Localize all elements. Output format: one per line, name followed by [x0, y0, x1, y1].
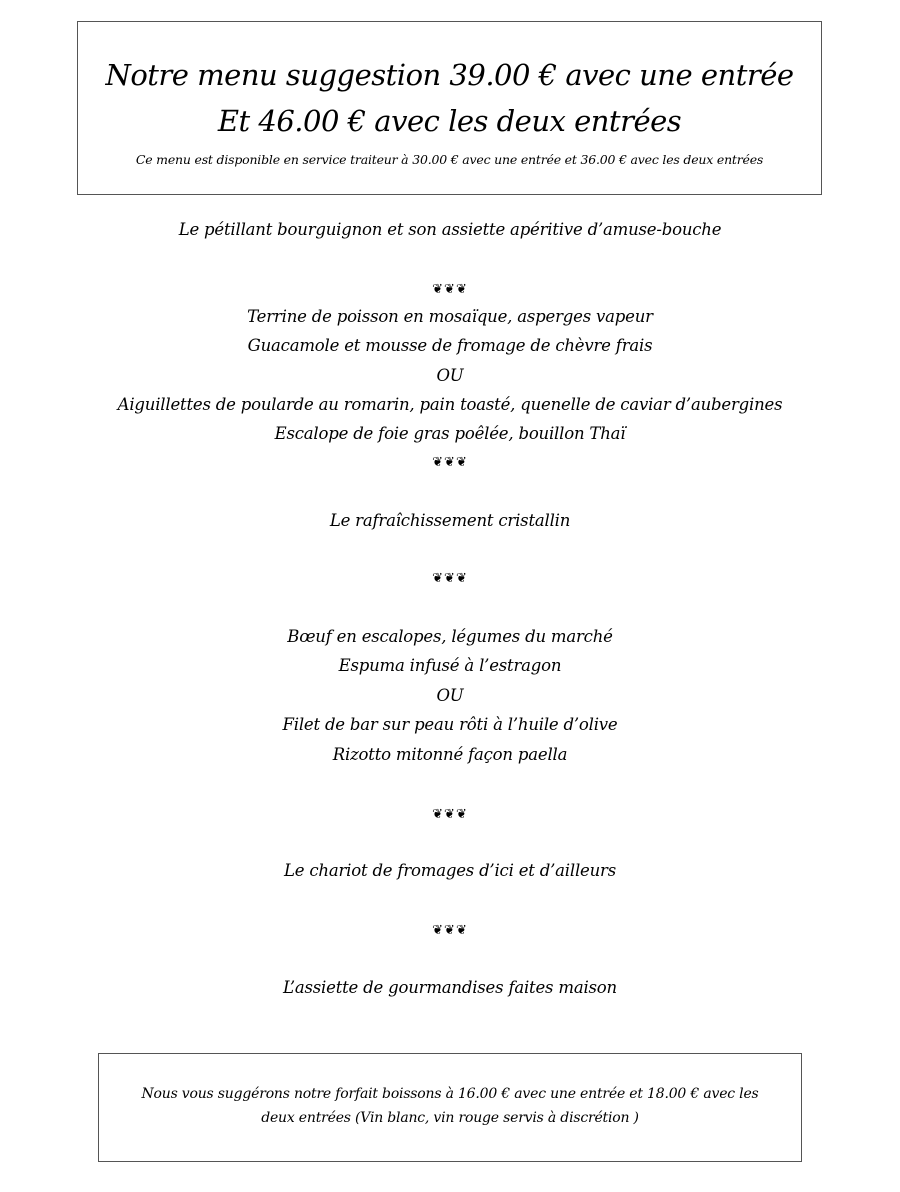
refreshment-course: Le rafraîchissement cristallin: [329, 511, 571, 530]
menu-title-price-two-starters: Et 46.00 € avec les deux entrées: [217, 104, 682, 138]
cheese-course: Le chariot de fromages d’ici et d’ailleurs: [284, 861, 616, 880]
starter-or-separator: OU: [436, 366, 464, 385]
drinks-offer-text: Nous vous suggérons notre forfait boissons à 16.00 € avec une entrée et 18.00 € avec les deux entrées (Vin blanc, vin rouge servis à discrétion ): [141, 1086, 759, 1126]
ornament-divider-icon: ❦❦❦: [432, 923, 468, 938]
starter-option2-line1: Aiguillettes de poularde au romarin, pain toasté, quenelle de caviar d’aubergines: [117, 395, 783, 414]
starter-option2-line2: Escalope de foie gras poêlée, bouillon Thaï: [274, 424, 626, 443]
main-option1-line2: Espuma infusé à l’estragon: [338, 656, 562, 675]
ornament-divider-icon: ❦❦❦: [432, 282, 468, 297]
main-option1-line1: Bœuf en escalopes, légumes du marché: [287, 627, 613, 646]
main-option2-line2: Rizotto mitonné façon paella: [332, 745, 568, 764]
menu-header-box: [77, 21, 822, 195]
aperitif-course: Le pétillant bourguignon et son assiette apéritive d’amuse-bouche: [178, 220, 722, 239]
ornament-divider-icon: ❦❦❦: [432, 455, 468, 470]
ornament-divider-icon: ❦❦❦: [432, 807, 468, 822]
dessert-course: L’assiette de gourmandises faites maison: [283, 978, 617, 997]
main-option2-line1: Filet de bar sur peau rôti à l’huile d’olive: [282, 715, 618, 734]
menu-title-price-one-starter: Notre menu suggestion 39.00 € avec une entrée: [105, 58, 794, 92]
starter-option1-line2: Guacamole et mousse de fromage de chèvre frais: [247, 336, 653, 355]
main-or-separator: OU: [436, 686, 464, 705]
ornament-divider-icon: ❦❦❦: [432, 571, 468, 586]
starter-option1-line1: Terrine de poisson en mosaïque, asperges vapeur: [247, 307, 653, 326]
catering-availability-note: Ce menu est disponible en service traiteur à 30.00 € avec une entrée et 36.00 € avec les deux entrées: [135, 152, 764, 167]
drinks-offer-box: [98, 1053, 802, 1162]
